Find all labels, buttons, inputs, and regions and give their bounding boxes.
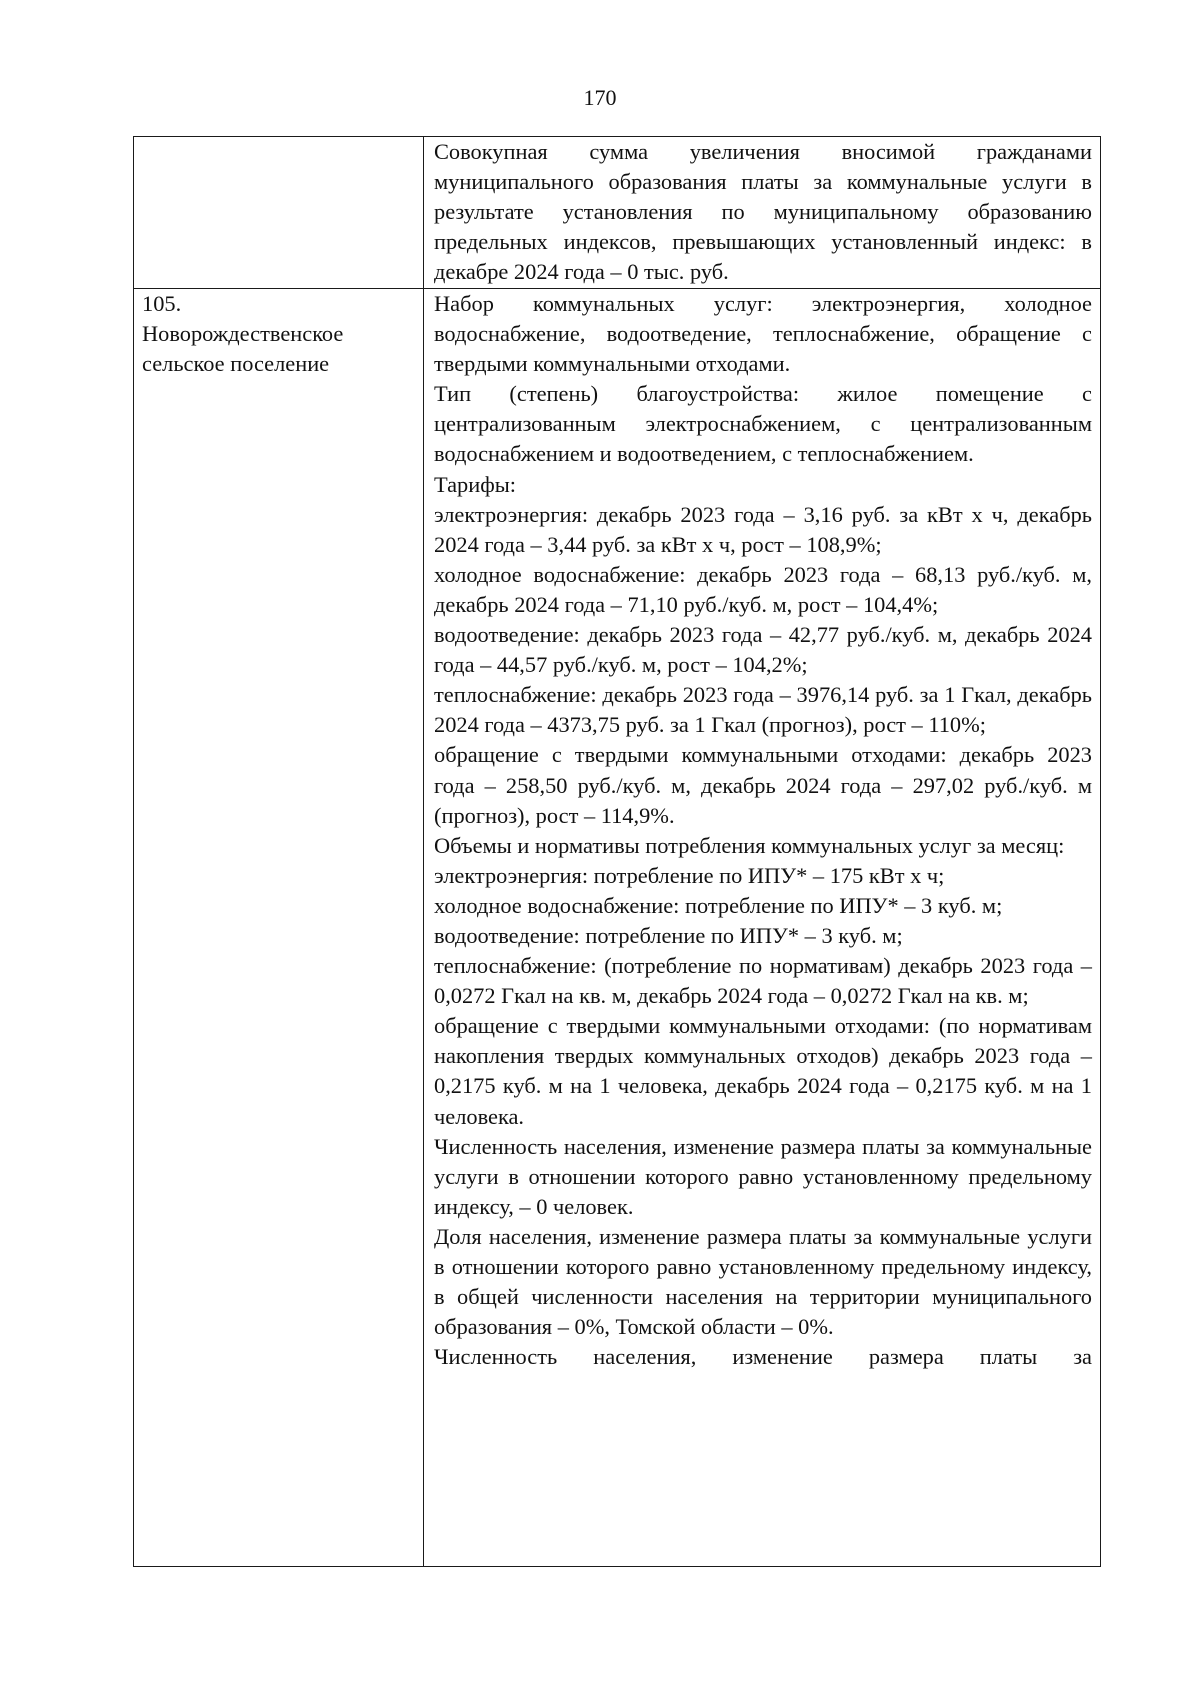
page-number: 170 <box>583 85 617 110</box>
paragraph-tariff-drainage: водоотведение: декабрь 2023 года – 42,77 руб./куб. м, декабрь 2024 года – 44,57 руб./куб. м, рост – 104,2%; <box>434 622 1092 678</box>
paragraph-population-count-continued: Численность населения, изменение размера платы за <box>434 1344 1092 1370</box>
municipality-name-line-2: сельское поселение <box>142 351 330 377</box>
paragraph-volume-waste: обращение с твердыми коммунальными отходами: (по нормативам накопления твердых коммунальных отходов) декабрь 2023 года – 0,2175 куб. м на 1 человека, декабрь 2024 года – 0,2175 куб. м на 1 человека. <box>434 1013 1092 1129</box>
municipality-name-line-1: Новорождественское <box>142 321 344 347</box>
tariff-table <box>133 136 1101 1567</box>
paragraph-tariffs-heading: Тарифы: <box>434 471 517 497</box>
paragraph-volume-heating: теплоснабжение: (потребление по нормативам) декабрь 2023 года – 0,0272 Гкал на кв. м, декабрь 2024 года – 0,0272 Гкал на кв. м; <box>434 953 1092 1009</box>
paragraph-volume-cold-water: холодное водоснабжение: потребление по ИПУ* – 3 куб. м; <box>434 892 1003 918</box>
paragraph-population-count: Численность населения, изменение размера платы за коммунальные услуги в отношении которого равно установленному предельному индексу, – 0 человек. <box>434 1133 1092 1219</box>
paragraph-volumes-heading: Объемы и нормативы потребления коммунальных услуг за месяц: <box>434 832 1065 858</box>
table-row <box>134 137 1101 289</box>
description-cell <box>424 137 1101 289</box>
municipality-cell <box>134 137 424 289</box>
description-cell <box>424 289 1101 1567</box>
paragraph-services-set: Набор коммунальных услуг: электроэнергия, холодное водоснабжение, водоотведение, теплоснабжение, обращение с твердыми коммунальными отходами. <box>434 291 1092 377</box>
paragraph-improvement-type: Тип (степень) благоустройства: жилое помещение с централизованным электроснабжением, с централизованным водоснабжением и водоотведением, с теплоснабжением. <box>434 381 1092 467</box>
paragraph-tariff-electricity: электроэнергия: декабрь 2023 года – 3,16 руб. за кВт х ч, декабрь 2024 года – 3,44 руб. за кВт х ч, рост – 108,9%; <box>434 501 1092 557</box>
paragraph: Совокупная сумма увеличения вносимой гражданами муниципального образования платы за коммунальные услуги в результате установления по муниципальному образованию предельных индексов, превышающих установленный индекс: в декабре 2024 года – 0 тыс. руб. <box>434 139 1092 285</box>
paragraph-tariff-cold-water: холодное водоснабжение: декабрь 2023 года – 68,13 руб./куб. м, декабрь 2024 года – 71,10 руб./куб. м, рост – 104,4%; <box>434 561 1092 617</box>
municipality-number: 105. <box>142 291 182 316</box>
paragraph-tariff-waste: обращение с твердыми коммунальными отходами: декабрь 2023 года – 258,50 руб./куб. м, декабрь 2024 года – 297,02 руб./куб. м (прогноз), рост – 114,9%. <box>434 742 1092 828</box>
paragraph-volume-drainage: водоотведение: потребление по ИПУ* – 3 куб. м; <box>434 922 903 948</box>
table-row <box>134 289 1101 1567</box>
municipality-cell <box>134 289 424 1567</box>
paragraph-volume-electricity: электроэнергия: потребление по ИПУ* – 175 кВт х ч; <box>434 862 945 888</box>
paragraph-tariff-heating: теплоснабжение: декабрь 2023 года – 3976,14 руб. за 1 Гкал, декабрь 2024 года – 4373,75 руб. за 1 Гкал (прогноз), рост – 110%; <box>434 682 1092 738</box>
paragraph-population-share: Доля населения, изменение размера платы за коммунальные услуги в отношении которого равно установленному предельному индексу, в общей численности населения на территории муниципального образования – 0%, Томской области – 0%. <box>434 1223 1092 1340</box>
